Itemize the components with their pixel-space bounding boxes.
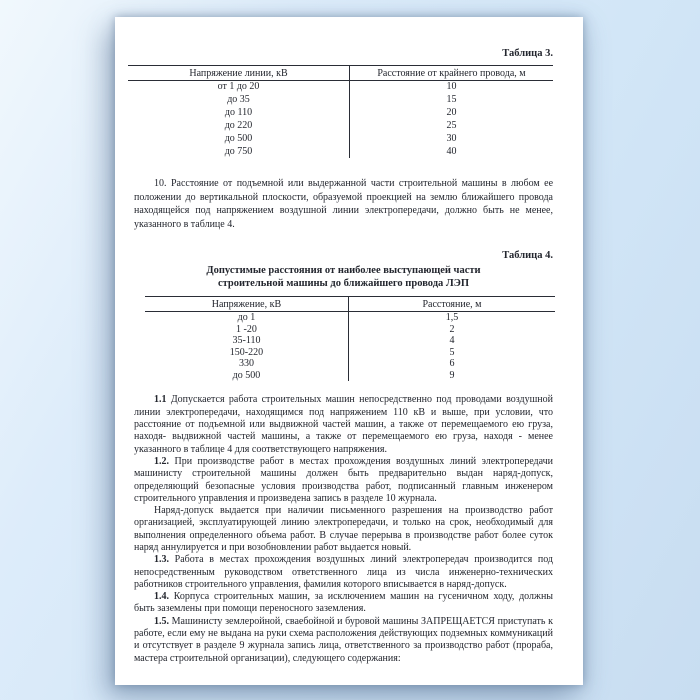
cell-distance: 1,5 (445, 312, 459, 324)
paragraph-10 (134, 177, 553, 231)
cell-voltage: 150-220 (145, 347, 348, 359)
cell-distance: 10 (446, 81, 457, 92)
table-row (128, 107, 553, 120)
cell-distance: 15 (446, 93, 457, 105)
table-row (128, 94, 553, 107)
table-row (128, 81, 553, 94)
table-row (145, 335, 555, 347)
cell-voltage: до 220 (128, 120, 350, 133)
cell-voltage: до 110 (128, 107, 350, 120)
cell-voltage: 1 -20 (145, 324, 348, 336)
cell-distance: 25 (446, 119, 457, 131)
table-header-row (145, 297, 555, 312)
table4-header (145, 297, 555, 312)
paragraph-text: Расстояние от подъемной или выдержанной части строительной машины в любом ее положении до вертикальной плоскости, образуемой проекцией на землю ближайшего провода находящейся под напряжением воздушной линии электропередачи, должно быть не менее, указанного в таблице 4. (134, 178, 554, 230)
table-row (128, 120, 553, 133)
paragraph-text: Допускается работа строительных машин непосредственно под проводами воздушной линии электропередачи, находящимся под напряжением 110 кВ и выше, при условии, что расстояние от подъемной или выдвижной частей машин, а также от перемещаемого ею груза, находя- выдвижной частей машины, а также от перемещаемого ею груза, находя - менее указанного в таблице 4 для соответствующего напряжения. (134, 394, 553, 455)
cell-distance: 5 (449, 346, 455, 358)
table3-header (128, 66, 553, 81)
cell-distance: 20 (446, 106, 457, 118)
table-4 (145, 296, 555, 381)
table-row (145, 324, 555, 336)
paragraph-number: 1.1 (154, 394, 167, 406)
cell-voltage: 330 (145, 358, 348, 370)
cell-distance: 2 (449, 323, 455, 335)
cell-voltage: до 750 (128, 146, 350, 159)
paragraph-number: 10. (154, 178, 167, 190)
paragraph-text: Работа в местах прохождения воздушных линий электропередач производится под непосредственным руководством ответственного лица из числа инженерно-технических работников строительного управления, фамилия которого вписывается в наряд-допуск. (134, 554, 553, 590)
cell-distance: 40 (446, 145, 457, 157)
paragraph-number: 1.5. (154, 615, 169, 627)
paragraph-1-3 (134, 554, 553, 591)
paragraph-number: 1.3. (154, 554, 169, 566)
cell-voltage: до 500 (145, 370, 348, 382)
table-row (145, 312, 555, 324)
table-3 (128, 65, 553, 158)
table-row (128, 146, 553, 159)
paragraph-text: Наряд-допуск выдается при наличии письменного разрешения на производство работ организацией, эксплуатирующей линию электропередачи, и только на срок, необходимый для выполнения определенного объема работ. В случае перерыва в производстве работ более суток наряд аннулируется и при возобновлении работ выдается новый. (134, 505, 553, 553)
table-row (145, 347, 555, 359)
cell-distance: 6 (449, 358, 455, 370)
table4-header-voltage: Напряжение, кВ (145, 297, 348, 312)
cell-distance: 30 (446, 132, 457, 144)
table4-caption: Таблица 4. (502, 250, 553, 262)
paragraph-text: Машинисту землеройной, сваебойной и буровой машины ЗАПРЕЩАЕТСЯ приступать к работе, если ему не выдана на руки схема расположения действующих подземных коммуникаций и отсутствует в разделе 9 журнала запись лица, ответственного за производство работ (прораба, мастера строительной организации), следующего содержания: (134, 615, 553, 664)
paragraph-1-1 (134, 394, 553, 455)
table3-caption: Таблица 3. (502, 48, 553, 59)
table4-title: Допустимые расстояния от наиболее выступающей части строительной машины до ближайшего провода ЛЭП (206, 265, 481, 290)
table-row (145, 358, 555, 370)
paragraph-number: 1.2. (154, 455, 169, 467)
cell-voltage: до 500 (128, 133, 350, 146)
paragraph-1-5 (134, 616, 553, 665)
document-page (115, 17, 583, 685)
paragraph-text: При производстве работ в местах прохождения воздушных линий электропередачи машинисту строительной машины должен быть предварительно выдан наряд-допуск, определяющий безопасные условия производства работ, подписанный главным инженером строительного управления и произведена запись в разделе 10 журнала. (134, 455, 554, 504)
table3-header-distance: Расстояние от крайнего провода, м (350, 66, 554, 81)
paragraph-number: 1.4. (154, 591, 169, 603)
table-row (128, 133, 553, 146)
paragraph-1-4 (134, 591, 553, 616)
paragraph-naryad (134, 505, 553, 554)
table-row (145, 370, 555, 382)
cell-voltage: до 35 (128, 94, 350, 107)
table3-header-voltage: Напряжение линии, кВ (128, 66, 350, 81)
table4-header-distance: Расстояние, м (348, 297, 555, 312)
paragraph-text: Корпуса строительных машин, за исключением машин на гусеничном ходу, должны быть заземлены при помощи переносного заземления. (134, 591, 554, 615)
body-paragraphs (134, 394, 553, 665)
cell-distance: 4 (449, 335, 455, 347)
table-header-row (128, 66, 553, 81)
paragraph-1-2 (134, 456, 553, 505)
cell-distance: 9 (449, 369, 455, 381)
cell-voltage: до 1 (145, 312, 348, 324)
page-content (134, 17, 553, 665)
cell-voltage: от 1 до 20 (128, 81, 350, 94)
cell-voltage: 35-110 (145, 335, 348, 347)
